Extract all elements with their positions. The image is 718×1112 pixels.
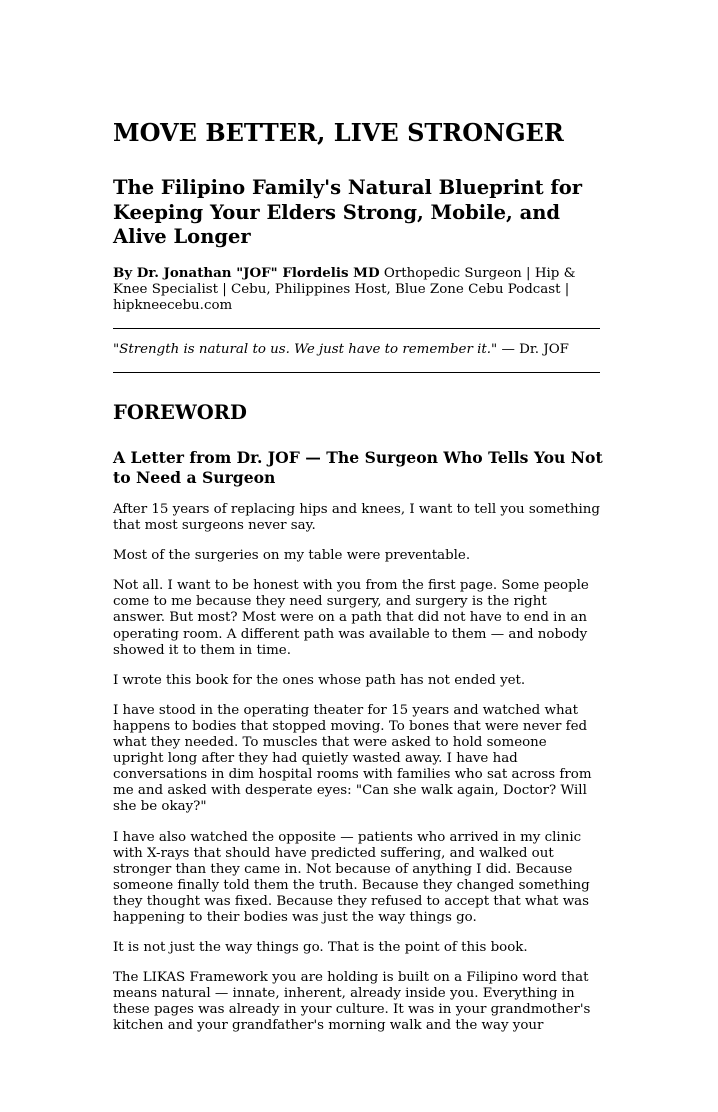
body-paragraph: It is not just the way things go. That is the point of this book. (113, 940, 528, 956)
body-paragraph: The LIKAS Framework you are holding is built on a Filipino word that means natural — innate, inherent, already inside you. Everything in these pages was already in your culture. It was in your grandmother's kitchen and your grandfather's morning walk and the way your (113, 970, 591, 1034)
document-title: MOVE BETTER, LIVE STRONGER (113, 118, 564, 147)
document-subtitle: The Filipino Family's Natural Blueprint for Keeping Your Elders Strong, Mobile, and Alive Longer (113, 176, 583, 248)
author-name: By Dr. Jonathan "JOF" Flordelis MD (113, 265, 380, 281)
epigraph (113, 342, 569, 358)
body-paragraph: Not all. I want to be honest with you from the first page. Some people come to me because they need surgery, and surgery is the right answer. But most? Most were on a path that did not have to end in an operating room. A different path was available to them — and nobody showed it to them in time. (113, 578, 589, 658)
body-paragraph: I have also watched the opposite — patients who arrived in my clinic with X-rays that should have predicted suffering, and walked out stronger than they came in. Not because of anything I did. Because someone finally told them the truth. Because they changed something they thought was fixed. Because they refused to accept that what was happening to their bodies was just the way things go. (113, 829, 590, 925)
author-details: Orthopedic Surgeon | Hip & Knee Specialist | Cebu, Philippines Host, Blue Zone Cebu Podcast | hipkneecebu.com (113, 266, 576, 314)
epigraph-quote: "Strength is natural to us. We just have to remember it." (113, 342, 498, 357)
top-divider (113, 328, 600, 329)
body-paragraph: I have stood in the operating theater for 15 years and watched what happens to bodies that stopped moving. To bones that were never fed what they needed. To muscles that were asked to hold someone upright long after they had quietly wasted away. I have had conversations in dim hospital rooms with families who sat across from me and asked with desperate eyes: "Can she walk again, Doctor? Will she be okay?" (113, 702, 592, 815)
foreword-body (113, 502, 600, 1049)
body-paragraph: Most of the surgeries on my table were preventable. (113, 548, 471, 564)
foreword-heading: FOREWORD (113, 401, 247, 424)
foreword-subheading: A Letter from Dr. JOF — The Surgeon Who Tells You Not to Need a Surgeon (113, 448, 603, 487)
body-paragraph: After 15 years of replacing hips and knees, I want to tell you something that most surgeons never say. (113, 502, 600, 534)
author-byline (113, 265, 593, 315)
epigraph-attribution: — Dr. JOF (501, 342, 569, 357)
bottom-divider (113, 372, 600, 373)
body-paragraph: I wrote this book for the ones whose path has not ended yet. (113, 672, 526, 688)
